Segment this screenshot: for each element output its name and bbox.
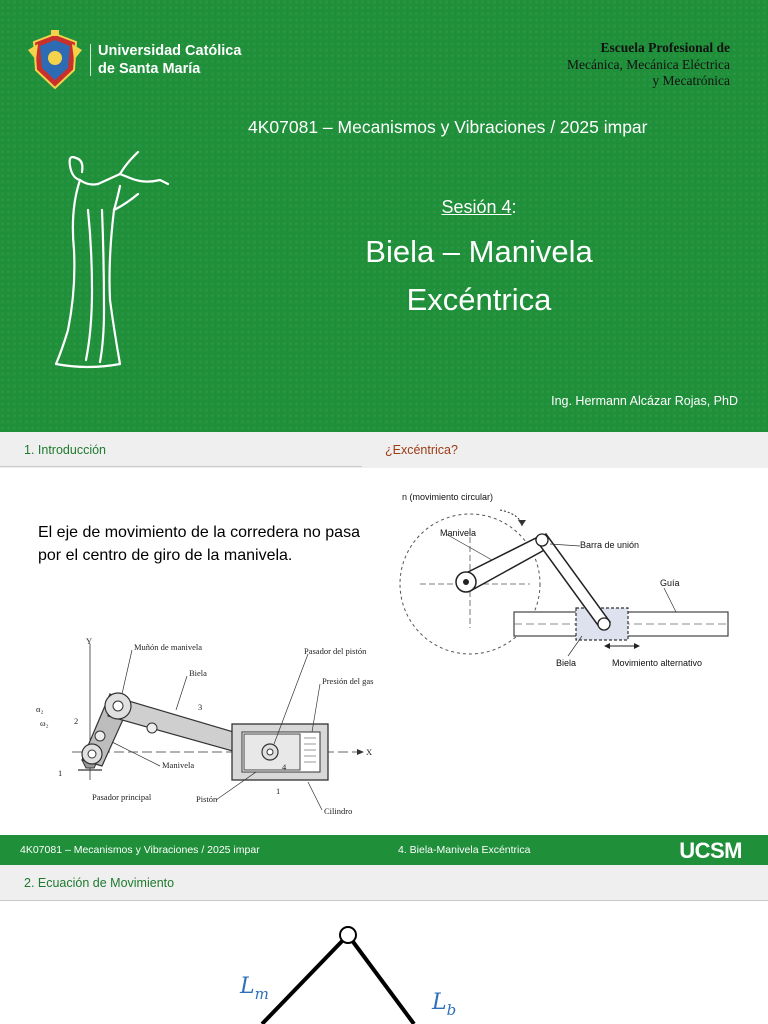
label-movimiento-alternativo: Movimiento alternativo: [612, 658, 703, 668]
label-manivela-left: Manivela: [162, 760, 195, 770]
label-lb-sub: b: [446, 1001, 457, 1019]
label-alpha: α₂: [36, 704, 44, 714]
footer-session: 4. Biela-Manivela Excéntrica: [398, 844, 531, 856]
equation-diagram: [0, 905, 768, 1024]
label-piston: Pistón: [196, 794, 218, 804]
label-link-2: 2: [74, 716, 79, 726]
logo-divider: [90, 44, 91, 76]
session-colon: :: [511, 197, 517, 217]
label-lm-main: L: [240, 974, 255, 999]
label-lb: [431, 990, 456, 1019]
label-lb-main: L: [432, 990, 447, 1015]
session-label-text: Sesión 4: [441, 197, 512, 217]
author: Ing. Hermann Alcázar Rojas, PhD: [551, 394, 738, 408]
intro-body-text: El eje de movimiento de la corredera no pasa por el centro de giro de la manivela.: [38, 524, 360, 564]
university-name: [98, 42, 241, 78]
label-presion-gas: Presión del gas: [322, 676, 374, 686]
crank-slider-diagram-right: [390, 488, 735, 678]
title-slide: [0, 0, 768, 432]
label-link-3: 3: [198, 702, 203, 712]
section-question: ¿Excéntrica?: [385, 443, 458, 457]
label-guia: Guía: [660, 578, 680, 588]
label-y-axis: Y: [86, 636, 93, 646]
section-underline: [0, 466, 362, 467]
label-manivela-right: Manivela: [440, 528, 477, 538]
label-link-1: 1: [58, 768, 63, 778]
section-title-ecuacion: 2. Ecuación de Movimiento: [24, 876, 175, 890]
label-lm: [239, 974, 269, 1003]
footer-brand-logo: UCSM: [679, 838, 742, 863]
university-crest-icon: [26, 30, 84, 92]
course-title: 4K07081 – Mecanismos y Vibraciones / 2025 impar: [248, 117, 648, 137]
label-n-movimiento: n (movimiento circular): [402, 492, 494, 502]
slide-title: [0, 228, 768, 324]
session-label: [0, 197, 768, 218]
slide-title-line2: Excéntrica: [406, 282, 552, 317]
slide-title-line1: Biela – Manivela: [365, 234, 593, 269]
footer-course: 4K07081 – Mecanismos y Vibraciones / 2025 impar: [20, 844, 260, 856]
section-underline-2: [0, 900, 768, 901]
university-name-line2: de Santa María: [98, 61, 201, 77]
school-line2: Mecánica, Mecánica Eléctrica: [566, 56, 730, 72]
label-cilindro: Cilindro: [324, 806, 353, 816]
label-omega: ω₂: [40, 718, 49, 728]
university-name-line1: Universidad Católica: [98, 43, 242, 59]
section-title-introduccion: 1. Introducción: [24, 443, 106, 457]
label-barra-union: Barra de unión: [580, 540, 640, 550]
label-lm-sub: m: [254, 985, 269, 1003]
label-x-axis: X: [366, 747, 373, 757]
school-line1: Escuela Profesional de: [600, 40, 730, 55]
school-line3: y Mecatrónica: [652, 73, 730, 88]
slide2-header-bar: [0, 432, 768, 468]
label-pasador-principal: Pasador principal: [92, 792, 152, 802]
label-biela-left: Biela: [189, 668, 207, 678]
label-link-1b: 1: [276, 786, 281, 796]
label-pasador-piston: Pasador del pistón: [304, 646, 367, 656]
crank-slider-diagram-left: [36, 632, 397, 822]
label-munon: Muñón de manivela: [134, 642, 202, 652]
label-link-4: 4: [282, 762, 287, 772]
school-name: [567, 40, 730, 90]
label-biela-right: Biela: [556, 658, 577, 668]
